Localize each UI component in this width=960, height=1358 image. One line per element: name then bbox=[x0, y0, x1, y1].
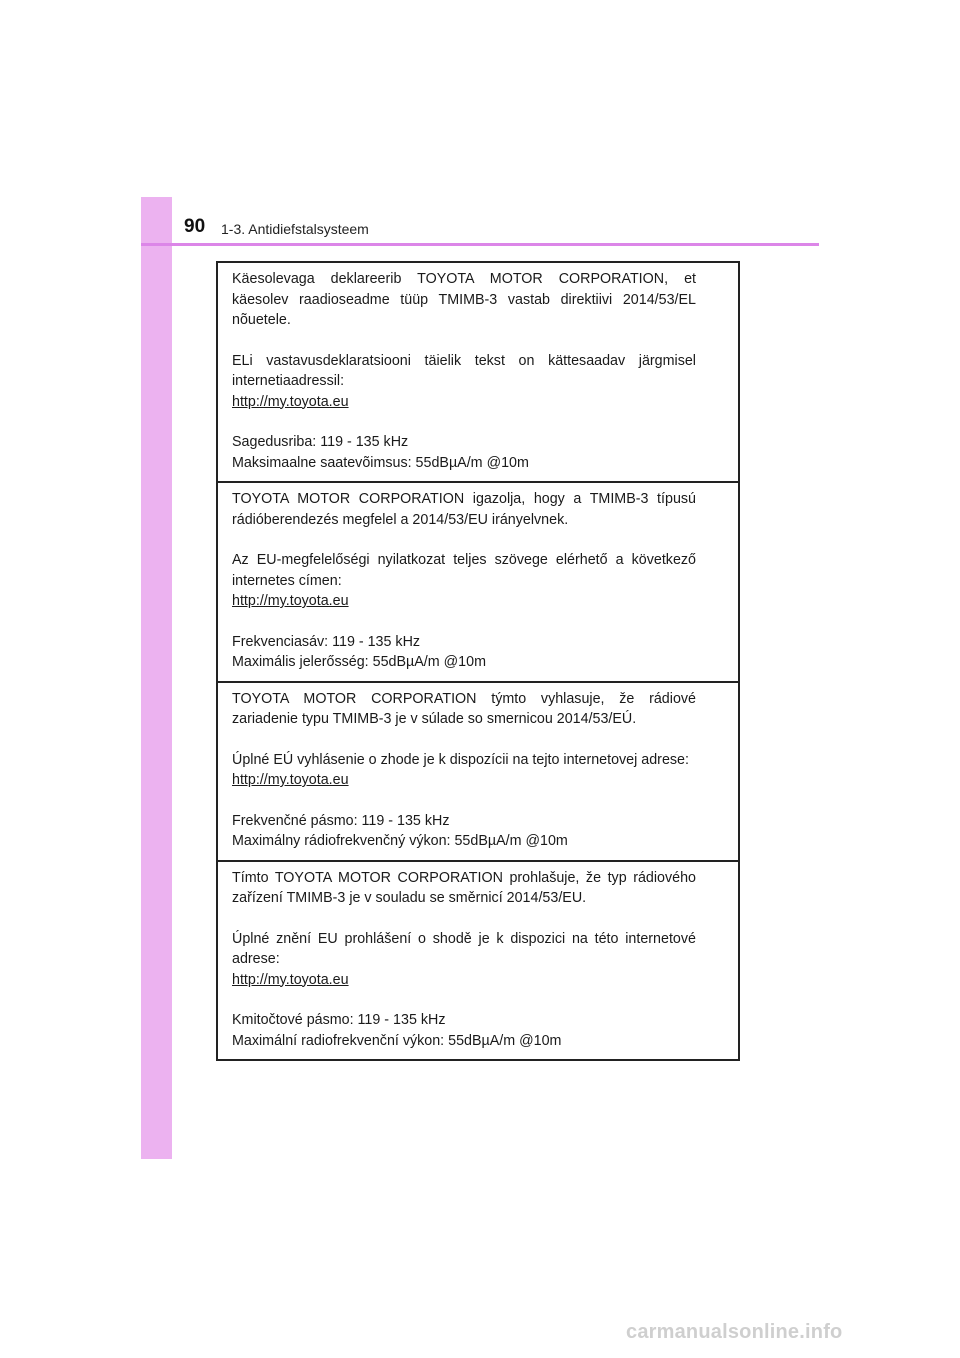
frequency-text: Kmitočtové pásmo: 119 - 135 kHz bbox=[232, 1012, 446, 1028]
page-number: 90 bbox=[184, 216, 206, 237]
availability-text: Az EU-megfelelőségi nyilatkozat teljes szövege elérhető a következő internetes címen: bbox=[232, 552, 696, 589]
power-text: Maximális jelerősség: 55dBµA/m @10m bbox=[232, 654, 486, 670]
availability-text: ELi vastavusdeklaratsiooni täielik tekst on kättesaadav järgmisel internetiaadressil: bbox=[232, 352, 696, 389]
notice-estonian bbox=[218, 263, 738, 481]
declaration-text: TOYOTA MOTOR CORPORATION týmto vyhlasuje, že rádiové zariadenie typu TMIMB-3 je v súlade so smernicou 2014/53/EÚ. bbox=[232, 690, 696, 727]
notice-hungarian bbox=[218, 481, 738, 681]
watermark-text: carmanualsonline.info bbox=[626, 1321, 843, 1343]
power-text: Maksimaalne saatevõimsus: 55dBµA/m @10m bbox=[232, 454, 529, 471]
declaration-text: TOYOTA MOTOR CORPORATION igazolja, hogy a TMIMB-3 típusú rádióberendezés megfelel a 2014/53/EU irányelvnek. bbox=[232, 491, 696, 528]
notice-czech bbox=[218, 860, 738, 1060]
availability-text: Úplné EÚ vyhlásenie o zhode je k dispozícii na tejto internetovej adrese: bbox=[232, 751, 689, 768]
header-rule bbox=[141, 243, 819, 246]
frequency-text: Frekvenciasáv: 119 - 135 kHz bbox=[232, 633, 421, 650]
notice-slovak bbox=[218, 681, 738, 860]
frequency-text: Sagedusriba: 119 - 135 kHz bbox=[232, 434, 409, 450]
declaration-box bbox=[216, 261, 740, 1061]
declaration-url-link[interactable]: http://my.toyota.eu bbox=[232, 971, 349, 988]
availability-text: Úplné znění EU prohlášení o shodě je k dispozici na této internetové adrese: bbox=[232, 930, 696, 967]
declaration-url-link[interactable]: http://my.toyota.eu bbox=[232, 593, 349, 609]
declaration-text: Käesolevaga deklareerib TOYOTA MOTOR CORPORATION, et käesolev raadioseadme tüüp TMIMB-3 vastab direktiivi 2014/53/EL nõuetele. bbox=[232, 271, 696, 328]
declaration-url-link[interactable]: http://my.toyota.eu bbox=[232, 772, 349, 788]
section-side-band bbox=[141, 197, 172, 1159]
declaration-url-link[interactable]: http://my.toyota.eu bbox=[232, 393, 349, 410]
power-text: Maximálny rádiofrekvenčný výkon: 55dBµA/m @10m bbox=[232, 833, 568, 849]
declaration-text: Tímto TOYOTA MOTOR CORPORATION prohlašuje, že typ rádiového zařízení TMIMB-3 je v souladu se směrnicí 2014/53/EU. bbox=[232, 869, 696, 906]
section-title: 1-3. Antidiefstalsysteem bbox=[221, 221, 369, 237]
power-text: Maximální radiofrekvenční výkon: 55dBµA/m @10m bbox=[232, 1032, 562, 1049]
frequency-text: Frekvenčné pásmo: 119 - 135 kHz bbox=[232, 812, 450, 829]
